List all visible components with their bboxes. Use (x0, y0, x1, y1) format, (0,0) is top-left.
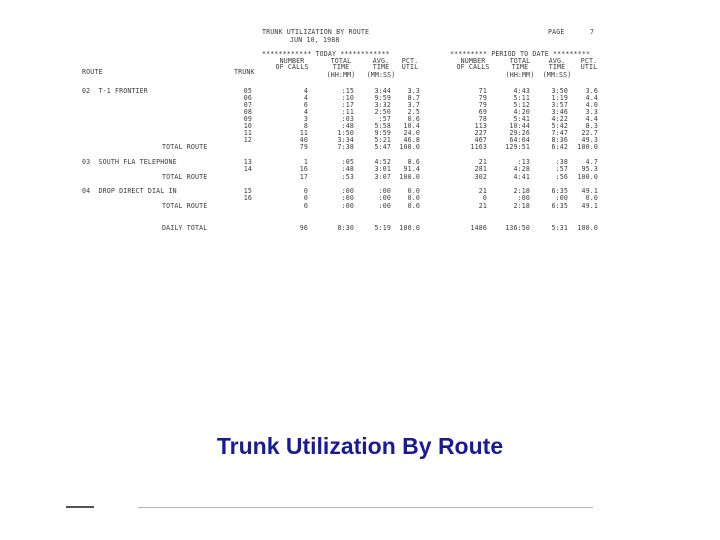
today-value: 17 (299, 173, 308, 181)
ptd-col-header: TIME (511, 63, 529, 71)
today-value: 3.3 (407, 87, 420, 95)
trunk-header: TRUNK (234, 68, 255, 76)
today-value: 6 (303, 101, 308, 109)
report-date: JUN 10, 1988 (290, 36, 340, 44)
ptd-value: 49.3 (581, 136, 598, 144)
today-value: 8.7 (407, 94, 420, 102)
today-value: 8.6 (407, 158, 420, 166)
ptd-value: 4:22 (551, 115, 568, 123)
page-label: PAGE (548, 28, 565, 36)
route-label: 04 DROP DIRECT DIAL IN (82, 187, 177, 195)
ptd-value: 22.7 (581, 129, 598, 137)
ptd-value: 1:19 (551, 94, 568, 102)
today-value: 3 (303, 115, 308, 123)
ptd-value: 6:35 (551, 202, 568, 210)
today-value: 3.7 (407, 101, 420, 109)
today-value: 11 (299, 129, 308, 137)
ptd-col-header: (MM:SS) (542, 71, 572, 79)
ptd-value: 71 (478, 87, 487, 95)
ptd-value: 95.3 (581, 165, 598, 173)
today-value: :10 (341, 94, 354, 102)
ptd-value: 4.7 (585, 158, 598, 166)
trunk-number: 16 (243, 194, 252, 202)
today-value: 3:44 (374, 87, 391, 95)
total-label: DAILY TOTAL (162, 224, 208, 232)
ptd-value: 5:11 (513, 94, 530, 102)
today-value: 4 (303, 108, 308, 116)
footer-rule (138, 507, 593, 508)
today-value: 5:47 (374, 143, 391, 151)
today-value: :48 (341, 165, 354, 173)
today-value: 8 (303, 122, 308, 130)
total-label: TOTAL ROUTE (162, 143, 208, 151)
ptd-value: 4.4 (585, 94, 598, 102)
ptd-col-header: OF CALLS (456, 63, 490, 71)
today-value: :53 (341, 173, 354, 181)
ptd-value: 3.6 (585, 87, 598, 95)
trunk-number: 07 (243, 101, 252, 109)
route-label: 03 SOUTH FLA TELEPHONE (82, 158, 177, 166)
today-value: 4 (303, 94, 308, 102)
ptd-value: 5:42 (551, 122, 568, 130)
ptd-value: :38 (555, 158, 568, 166)
ptd-value: 29:26 (509, 129, 530, 137)
ptd-value: 6:35 (551, 187, 568, 195)
today-value: 9:59 (374, 129, 391, 137)
ptd-value: 5:41 (513, 115, 530, 123)
ptd-value: 4:28 (513, 165, 530, 173)
route-header: ROUTE (82, 68, 103, 76)
today-value: 96 (299, 224, 308, 232)
today-col-header: OF CALLS (275, 63, 309, 71)
today-value: :00 (341, 194, 354, 202)
today-value: :17 (341, 101, 354, 109)
ptd-value: 5:31 (551, 224, 568, 232)
today-value: :00 (341, 187, 354, 195)
ptd-value: 21 (478, 158, 487, 166)
today-value: 3:32 (374, 101, 391, 109)
trunk-number: 05 (243, 87, 252, 95)
ptd-value: :57 (555, 165, 568, 173)
ptd-value: 281 (474, 165, 487, 173)
today-value: 0 (303, 187, 308, 195)
ptd-value: 302 (474, 173, 487, 181)
today-col-header: (MM:SS) (366, 71, 396, 79)
ptd-value: 0 (482, 194, 487, 202)
today-value: 0.6 (407, 115, 420, 123)
today-value: 46.8 (403, 136, 420, 144)
ptd-value: 10:44 (509, 122, 530, 130)
today-col-header: PCT. (401, 57, 419, 65)
today-value: :03 (341, 115, 354, 123)
ptd-value: 136:50 (505, 224, 530, 232)
today-banner: ************ TODAY ************ (262, 50, 390, 58)
ptd-value: 2:18 (513, 202, 530, 210)
trunk-number: 15 (243, 187, 252, 195)
trunk-number: 14 (243, 165, 252, 173)
today-value: 91.4 (403, 165, 420, 173)
today-value: 3:07 (374, 173, 391, 181)
trunk-number: 12 (243, 136, 252, 144)
trunk-number: 11 (243, 129, 252, 137)
today-value: 3:01 (374, 165, 391, 173)
today-value: 0 (303, 202, 308, 210)
ptd-value: 69 (478, 108, 487, 116)
today-value: 2:50 (374, 108, 391, 116)
total-label: TOTAL ROUTE (162, 173, 208, 181)
ptd-value: :00 (555, 194, 568, 202)
ptd-value: :56 (555, 173, 568, 181)
today-value: 5:21 (374, 136, 391, 144)
today-value: :00 (378, 202, 391, 210)
ptd-value: 49.1 (581, 202, 598, 210)
ptd-value: 79 (478, 101, 487, 109)
ptd-col-header: AVG. (548, 57, 566, 65)
today-col-header: TIME (332, 63, 350, 71)
ptd-col-header: NUMBER (460, 57, 486, 65)
today-value: 1:50 (337, 129, 354, 137)
today-value: 10.4 (403, 122, 420, 130)
ptd-value: 467 (474, 136, 487, 144)
today-value: :15 (341, 87, 354, 95)
trunk-number: 13 (243, 158, 252, 166)
ptd-value: 8:36 (551, 136, 568, 144)
ptd-value: :13 (517, 158, 530, 166)
today-value: 1 (303, 158, 308, 166)
today-value: 100.0 (399, 224, 420, 232)
slide-caption: Trunk Utilization By Route (216, 433, 504, 459)
page-number: 7 (590, 28, 595, 36)
ptd-value: 113 (474, 122, 487, 130)
today-value: :00 (378, 187, 391, 195)
today-col-header: UTIL (401, 63, 419, 71)
ptd-value: :00 (517, 194, 530, 202)
ptd-value: 5:12 (513, 101, 530, 109)
today-value: 3:34 (337, 136, 354, 144)
ptd-value: 1486 (470, 224, 487, 232)
today-value: 100.0 (399, 143, 420, 151)
today-col-header: AVG. (372, 57, 390, 65)
ptd-col-header: TOTAL (509, 57, 531, 65)
trunk-number: 09 (243, 115, 252, 123)
ptd-value: 79 (478, 94, 487, 102)
today-value: 4 (303, 87, 308, 95)
today-value: 9:59 (374, 94, 391, 102)
today-value: 5:58 (374, 122, 391, 130)
ptd-value: 3:46 (551, 108, 568, 116)
today-value: :05 (341, 158, 354, 166)
ptd-col-header: (HH:MM) (505, 71, 535, 79)
trunk-number: 10 (243, 122, 252, 130)
today-value: 79 (299, 143, 308, 151)
ptd-banner: ********* PERIOD TO DATE ********* (450, 50, 591, 58)
today-col-header: TOTAL (330, 57, 352, 65)
ptd-value: 4:41 (513, 173, 530, 181)
ptd-value: 227 (474, 129, 487, 137)
trunk-number: 06 (243, 94, 252, 102)
ptd-value: 7:47 (551, 129, 568, 137)
today-value: 0 (303, 194, 308, 202)
today-value: 16 (299, 165, 308, 173)
ptd-value: 100.0 (577, 224, 598, 232)
today-value: :48 (341, 122, 354, 130)
today-value: 2.5 (407, 108, 420, 116)
today-value: 4:52 (374, 158, 391, 166)
route-label: 02 T-1 FRONTIER (82, 87, 148, 95)
ptd-value: 3:57 (551, 101, 568, 109)
ptd-col-header: UTIL (580, 63, 598, 71)
total-label: TOTAL ROUTE (162, 202, 208, 210)
footer-rule-left (66, 506, 94, 508)
today-value: 5:19 (374, 224, 391, 232)
ptd-value: 21 (478, 202, 487, 210)
ptd-value: 2:18 (513, 187, 530, 195)
ptd-value: 78 (478, 115, 487, 123)
ptd-value: 4.4 (585, 115, 598, 123)
today-col-header: (HH:MM) (326, 71, 356, 79)
ptd-value: 4:20 (513, 108, 530, 116)
today-value: 40 (299, 136, 308, 144)
today-value: 7:38 (337, 143, 354, 151)
today-value: :11 (341, 108, 354, 116)
today-value: :00 (378, 194, 391, 202)
ptd-value: 64:04 (509, 136, 530, 144)
today-value: 8:30 (337, 224, 354, 232)
today-value: :57 (378, 115, 391, 123)
ptd-value: 100.0 (577, 143, 598, 151)
today-value: 0.0 (407, 187, 420, 195)
today-value: 0.0 (407, 202, 420, 210)
ptd-value: 0.0 (585, 194, 598, 202)
ptd-col-header: PCT. (580, 57, 598, 65)
today-col-header: TIME (372, 63, 390, 71)
trunk-number: 08 (243, 108, 252, 116)
ptd-value: 4:43 (513, 87, 530, 95)
ptd-value: 4.0 (585, 101, 598, 109)
ptd-value: 21 (478, 187, 487, 195)
ptd-value: 6:42 (551, 143, 568, 151)
report-title: TRUNK UTILIZATION BY ROUTE (262, 28, 370, 36)
ptd-value: 1163 (470, 143, 487, 151)
today-col-header: NUMBER (279, 57, 305, 65)
ptd-value: 129:51 (505, 143, 530, 151)
ptd-value: 100.0 (577, 173, 598, 181)
today-value: 0.0 (407, 194, 420, 202)
ptd-col-header: TIME (548, 63, 566, 71)
ptd-value: 3.3 (585, 108, 598, 116)
today-value: 24.0 (403, 129, 420, 137)
today-value: :00 (341, 202, 354, 210)
ptd-value: 3:50 (551, 87, 568, 95)
ptd-value: 49.1 (581, 187, 598, 195)
ptd-value: 8.3 (585, 122, 598, 130)
today-value: 100.0 (399, 173, 420, 181)
